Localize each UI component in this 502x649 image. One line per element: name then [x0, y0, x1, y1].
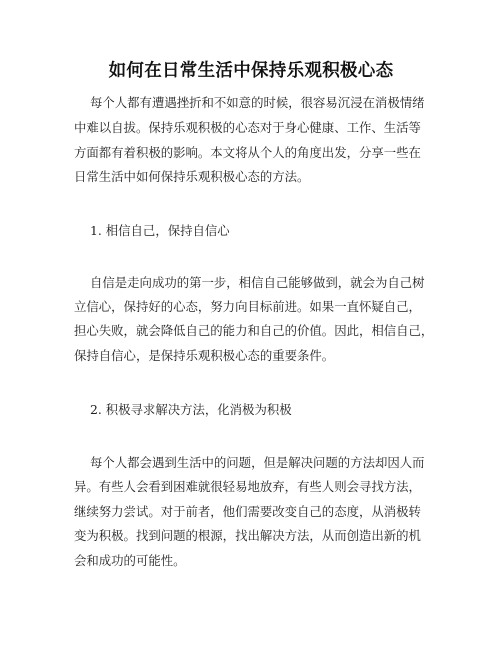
intro-line-4: 日常生活中如何保持乐观积极心态的方法。	[74, 169, 310, 184]
section-2-line-1: 每个人都会遇到生活中的问题，但是解决问题的方法却因人而	[90, 455, 425, 470]
section-2-line-2: 异。有些人会看到困难就很轻易地放弃，有些人则会寻找方法，	[74, 479, 421, 494]
section-2-line-4: 变为积极。找到问题的根源，找出解决方法，从而创造出新的机	[74, 528, 421, 543]
section-1-heading: 1. 相信自己，保持自信心	[90, 223, 230, 238]
document-title: 如何在日常生活中保持乐观积极心态	[108, 61, 394, 81]
section-1-line-3: 担心失败，就会降低自己的能力和自己的价值。因此，相信自己，	[74, 323, 434, 338]
intro-line-2: 中难以自拔。保持乐观积极的心态对于身心健康、工作、生活等	[74, 120, 421, 135]
section-1-line-4: 保持自信心，是保持乐观积极心态的重要条件。	[74, 348, 335, 363]
section-2-line-3: 继续努力尝试。对于前者，他们需要改变自己的态度，从消极转	[74, 504, 421, 519]
section-2-heading: 2. 积极寻求解决方法，化消极为积极	[90, 402, 292, 417]
section-1-line-1: 自信是走向成功的第一步，相信自己能够做到，就会为自己树	[90, 275, 425, 290]
intro-line-3: 方面都有着积极的影响。本文将从个人的角度出发，分享一些在	[74, 145, 421, 160]
section-1-line-2: 立信心，保持好的心态，努力向目标前进。如果一直怀疑自己，	[74, 299, 421, 314]
intro-line-1: 每个人都有遭遇挫折和不如意的时候，很容易沉浸在消极情绪	[90, 95, 425, 110]
section-2-line-5: 会和成功的可能性。	[74, 553, 186, 568]
